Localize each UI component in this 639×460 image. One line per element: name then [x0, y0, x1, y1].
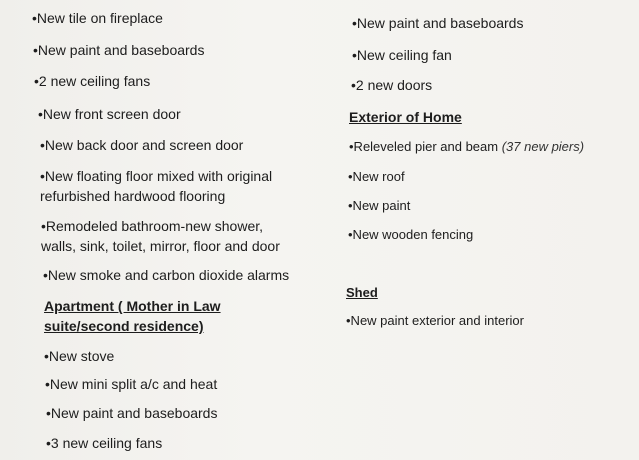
- list-item: •New front screen door: [38, 106, 181, 122]
- list-item: •New smoke and carbon dioxide alarms: [43, 267, 290, 283]
- list-item: •New paint and baseboards: [33, 42, 205, 58]
- list-item-continuation: walls, sink, toilet, mirror, floor and door: [41, 238, 280, 254]
- list-item: •Remodeled bathroom-new shower,: [41, 218, 264, 234]
- list-item: •New ceiling fan: [352, 47, 452, 63]
- pier-note: (37 new piers): [501, 139, 585, 154]
- list-item: •3 new ceiling fans: [46, 435, 163, 451]
- list-item: •New paint and baseboards: [352, 15, 524, 31]
- shed-heading: Shed: [346, 285, 378, 300]
- apartment-heading-continuation: suite/second residence): [44, 318, 204, 334]
- list-item: •New roof: [348, 169, 405, 184]
- list-item: •2 new doors: [351, 77, 433, 93]
- pier-text: •Releveled pier and beam: [349, 139, 502, 154]
- list-item: •New stove: [44, 348, 115, 364]
- apartment-heading: Apartment ( Mother in Law: [44, 298, 221, 314]
- list-item: •New paint: [348, 198, 411, 213]
- list-item: •New mini split a/c and heat: [45, 376, 218, 392]
- list-item: •New wooden fencing: [348, 227, 474, 242]
- list-item: •New paint and baseboards: [46, 405, 218, 421]
- list-item-continuation: refurbished hardwood flooring: [40, 188, 226, 204]
- list-item: •New paint exterior and interior: [346, 313, 524, 328]
- list-item: •New floating floor mixed with original: [40, 168, 273, 184]
- list-item: •New back door and screen door: [40, 137, 244, 153]
- list-item: •2 new ceiling fans: [34, 73, 151, 89]
- list-item: [349, 137, 584, 157]
- exterior-heading: Exterior of Home: [349, 109, 462, 125]
- list-item: •New tile on fireplace: [32, 10, 163, 26]
